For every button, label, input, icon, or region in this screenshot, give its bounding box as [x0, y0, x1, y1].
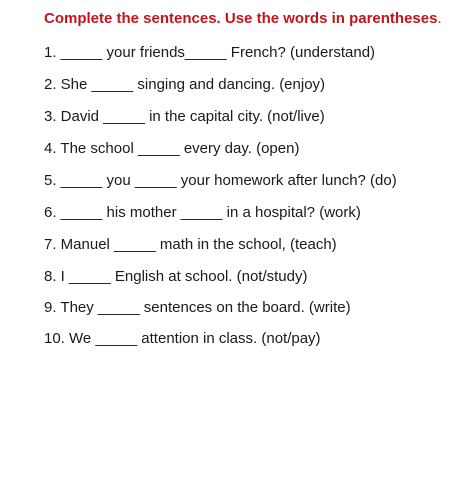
instruction-text: Complete the sentences. Use the words in parentheses	[44, 10, 438, 27]
exercise-item-7: 7. Manuel _____ math in the school, (teach)	[44, 236, 337, 253]
exercise-item-3: 3. David _____ in the capital city. (not/live)	[44, 108, 325, 125]
exercise-item-5: 5. _____ you _____ your homework after lunch? (do)	[44, 172, 397, 189]
exercise-item-10: 10. We _____ attention in class. (not/pay)	[44, 330, 321, 347]
exercise-item-4: 4. The school _____ every day. (open)	[44, 140, 300, 157]
exercise-item-9: 9. They _____ sentences on the board. (write)	[44, 299, 351, 316]
instruction-heading	[44, 10, 442, 27]
exercise-item-8: 8. I _____ English at school. (not/study)	[44, 268, 308, 285]
exercise-item-2: 2. She _____ singing and dancing. (enjoy)	[44, 76, 326, 93]
exercise-item-6: 6. _____ his mother _____ in a hospital? (work)	[44, 204, 361, 221]
exercise-item-1: 1. _____ your friends_____ French? (understand)	[44, 44, 376, 61]
instruction-period: .	[437, 10, 442, 27]
